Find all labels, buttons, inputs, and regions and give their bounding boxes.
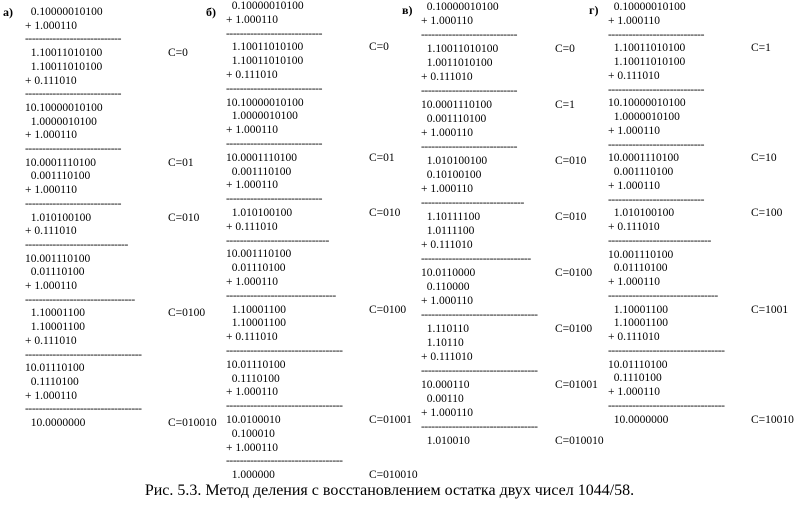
quotient-value: C=01 xyxy=(369,151,395,164)
calculation-line: + 1.000110 xyxy=(25,19,78,32)
separator-line: ---------------------------- xyxy=(226,193,323,206)
calculation-line: + 0.111010 xyxy=(421,71,473,83)
quotient-value: C=0 xyxy=(168,47,188,60)
calculation-line: 0.01110100 xyxy=(25,266,85,279)
separator-line: ---------------------------------- xyxy=(25,403,142,416)
separator-line: ---------------------------------- xyxy=(226,455,343,468)
separator-line: ---------------------------- xyxy=(608,83,705,96)
quotient-value: C=010010 xyxy=(369,469,418,482)
calculation-line: 1.0111100 xyxy=(421,225,475,237)
separator-line: ---------------------------- xyxy=(608,138,705,151)
column-label: б) xyxy=(206,5,216,19)
separator-line: ---------------------------- xyxy=(421,29,518,41)
quotient-value: C=0100 xyxy=(555,323,593,335)
calculation-line: 0.1110100 xyxy=(25,375,79,388)
calculation-line: + 1.000110 xyxy=(421,127,474,139)
calculation-line: 10.01110100 xyxy=(25,362,85,375)
calculation-line: 1.10001100 xyxy=(25,307,85,320)
calculation-line: + 1.000110 xyxy=(421,15,474,27)
separator-line: ---------------------------- xyxy=(25,143,122,155)
calculation-line: 1.10011010100 xyxy=(25,60,103,73)
separator-line: ---------------------------- xyxy=(25,88,122,101)
quotient-value: C=0100 xyxy=(369,303,407,316)
column-label: а) xyxy=(3,5,13,19)
quotient-value: C=010 xyxy=(555,211,587,223)
calculation-line: 0.01110100 xyxy=(226,262,286,275)
quotient-value: C=1 xyxy=(751,42,771,55)
quotient-value: C=0100 xyxy=(168,307,206,320)
quotient-value: C=0 xyxy=(555,43,575,55)
calculation-line: 0.1110100 xyxy=(608,372,662,385)
quotient-value: C=010 xyxy=(555,155,587,167)
calculation-line: 0.10000010100 xyxy=(25,6,103,18)
quotient-value: C=010010 xyxy=(168,417,217,429)
quotient-value: C=10 xyxy=(751,152,777,165)
calculation-line: 0.1110100 xyxy=(226,372,280,385)
separator-line: ---------------------------- xyxy=(421,141,518,153)
calculation-line: + 1.000110 xyxy=(226,441,279,454)
calculation-line: 1.110110 xyxy=(421,323,470,335)
calculation-line: 0.001110100 xyxy=(608,166,674,178)
calculation-line: 10.10000010100 xyxy=(25,101,103,114)
separator-line: -------------------------------- xyxy=(226,289,336,302)
quotient-value: C=1001 xyxy=(751,303,789,316)
calculation-line: 1.0000010100 xyxy=(608,111,680,123)
calculation-line: + 1.000110 xyxy=(25,389,78,402)
calculation-line: 1.10001100 xyxy=(608,303,668,316)
calculation-line: + 1.000110 xyxy=(226,179,279,192)
calculation-line: 1.10011010100 xyxy=(421,43,499,55)
separator-line: ---------------------------------- xyxy=(421,421,538,433)
calculation-line: 10.01110100 xyxy=(608,358,668,371)
calculation-line: + 1.000110 xyxy=(608,124,661,137)
separator-line: -------------------------------- xyxy=(608,289,718,302)
calculation-line: 1.010100100 xyxy=(421,155,488,167)
calculation-line: + 1.000110 xyxy=(608,386,661,398)
calculation-line: 1.10001100 xyxy=(226,317,286,330)
separator-line: -------------------------------- xyxy=(421,253,531,265)
calculation-line: + 1.000110 xyxy=(25,129,78,142)
calculation-line: 0.00110 xyxy=(421,393,464,405)
calculation-line: + 0.111010 xyxy=(421,351,473,363)
calculation-line: + 1.000110 xyxy=(25,184,78,197)
column-label: в) xyxy=(402,3,413,17)
calculation-line: 1.10111100 xyxy=(421,211,481,223)
calculation-line: 10.001110100 xyxy=(226,248,292,261)
separator-line: ---------------------------------- xyxy=(608,344,725,357)
calculation-line: 1.010100100 xyxy=(608,207,675,220)
calculation-line: + 0.111010 xyxy=(608,69,660,82)
calculation-line: 10.01110100 xyxy=(226,358,286,371)
calculation-line: 1.10001100 xyxy=(25,321,85,334)
calculation-line: 1.10011010100 xyxy=(608,42,686,55)
calculation-line: + 0.111010 xyxy=(421,239,473,251)
calculation-line: 0.001110100 xyxy=(421,113,487,125)
quotient-value: C=010010 xyxy=(555,435,604,447)
calculation-line: 1.10011010100 xyxy=(25,47,103,60)
separator-line: ------------------------------ xyxy=(25,238,128,251)
calculation-line: + 1.000110 xyxy=(421,183,474,195)
calculation-line: 10.0001110100 xyxy=(25,156,97,169)
calculation-line: + 1.000110 xyxy=(421,407,474,419)
calculation-line: 1.10110 xyxy=(421,337,464,349)
calculation-line: 1.10011010100 xyxy=(226,55,304,68)
separator-line: ---------------------------- xyxy=(608,193,705,206)
separator-line: ---------------------------- xyxy=(226,82,323,95)
separator-line: ---------------------------------- xyxy=(226,400,343,413)
calculation-line: 0.100010 xyxy=(226,427,275,440)
calculation-line: + 0.111010 xyxy=(25,225,77,238)
calculation-line: 0.01110100 xyxy=(608,262,668,275)
quotient-value: C=01 xyxy=(168,156,194,169)
separator-line: ---------------------------------- xyxy=(608,399,725,412)
calculation-line: + 1.000110 xyxy=(226,386,279,399)
calculation-line: 0.110000 xyxy=(421,281,470,293)
separator-line: ---------------------------- xyxy=(25,197,122,210)
quotient-value: C=100 xyxy=(751,207,783,220)
calculation-line: 10.0001110100 xyxy=(608,152,680,165)
calculation-line: 0.10000010100 xyxy=(226,0,304,12)
calculation-line: + 1.000110 xyxy=(421,295,474,307)
calculation-line: + 0.111010 xyxy=(226,69,278,81)
calculation-line: 10.0001110100 xyxy=(226,151,298,164)
calculation-line: + 1.000110 xyxy=(608,14,661,27)
calculation-line: 10.000110 xyxy=(421,379,470,391)
column-label: г) xyxy=(589,3,599,17)
quotient-value: C=01001 xyxy=(555,379,598,391)
quotient-value: C=0 xyxy=(369,41,389,54)
quotient-value: C=01001 xyxy=(369,414,412,426)
calculation-line: + 1.000110 xyxy=(25,280,78,292)
calculation-line: 10.0100010 xyxy=(226,414,281,426)
calculation-line: 10.10000010100 xyxy=(608,97,686,110)
calculation-line: 1.010100100 xyxy=(25,211,92,224)
calculation-line: 1.000000 xyxy=(226,469,275,482)
calculation-line: 10.0000000 xyxy=(25,417,86,429)
separator-line: ---------------------------- xyxy=(421,85,518,97)
quotient-value: C=010 xyxy=(369,207,401,219)
calculation-line: + 1.000110 xyxy=(226,13,279,26)
calculation-line: + 0.111010 xyxy=(608,331,660,343)
calculation-line: + 1.000110 xyxy=(608,179,661,192)
calculation-line: + 1.000110 xyxy=(608,276,661,288)
separator-line: ---------------------------------- xyxy=(421,365,538,377)
calculation-line: 10.0110000 xyxy=(421,267,476,279)
separator-line: ------------------------------ xyxy=(608,234,711,247)
separator-line: ---------------------------- xyxy=(25,33,122,46)
calculation-line: + 1.000110 xyxy=(226,276,279,288)
calculation-line: 0.10000010100 xyxy=(421,1,499,13)
calculation-line: + 0.111010 xyxy=(25,334,77,347)
calculation-line: 1.010100100 xyxy=(226,207,293,219)
calculation-line: 1.10011010100 xyxy=(608,56,686,68)
separator-line: ------------------------------ xyxy=(226,234,329,247)
quotient-value: C=10010 xyxy=(751,413,794,426)
quotient-value: C=0100 xyxy=(555,267,593,279)
quotient-value: C=010 xyxy=(168,211,200,224)
calculation-line: 10.001110100 xyxy=(25,252,91,265)
calculation-line: 1.0000010100 xyxy=(226,110,298,123)
calculation-line: 10.0001110100 xyxy=(421,99,493,111)
separator-line: ---------------------------------- xyxy=(226,345,343,357)
calculation-line: 1.0000010100 xyxy=(25,115,97,128)
separator-line: -------------------------------- xyxy=(25,293,135,306)
calculation-line: 0.001110100 xyxy=(226,165,292,178)
calculation-line: 10.001110100 xyxy=(608,248,674,261)
calculation-line: 0.10000010100 xyxy=(608,1,686,13)
calculation-line: + 0.111010 xyxy=(226,220,278,233)
calculation-line: 10.0000000 xyxy=(608,413,669,426)
separator-line: ------------------------------ xyxy=(421,197,524,209)
separator-line: ---------------------------- xyxy=(226,138,323,150)
separator-line: ---------------------------------- xyxy=(421,309,538,321)
quotient-value: C=1 xyxy=(555,99,575,111)
calculation-line: + 0.111010 xyxy=(25,74,77,87)
calculation-line: 0.001110100 xyxy=(25,170,91,183)
calculation-line: 1.010010 xyxy=(421,435,470,447)
calculation-line: 10.10000010100 xyxy=(226,96,304,109)
calculation-line: 1.10001100 xyxy=(608,317,668,330)
calculation-line: 0.10100100 xyxy=(421,169,482,181)
separator-line: ---------------------------- xyxy=(226,27,323,40)
calculation-line: 1.10011010100 xyxy=(226,41,304,54)
calculation-line: + 1.000110 xyxy=(226,124,279,137)
calculation-line: + 0.111010 xyxy=(226,331,278,344)
figure-caption: Рис. 5.3. Метод деления с восстановлением остатка двух чисел 1044/58. xyxy=(144,482,635,499)
separator-line: ---------------------------- xyxy=(608,28,705,41)
calculation-line: 1.10001100 xyxy=(226,303,286,316)
calculation-line: + 0.111010 xyxy=(608,221,660,233)
separator-line: ---------------------------------- xyxy=(25,348,142,361)
calculation-line: 1.0011010100 xyxy=(421,57,493,69)
